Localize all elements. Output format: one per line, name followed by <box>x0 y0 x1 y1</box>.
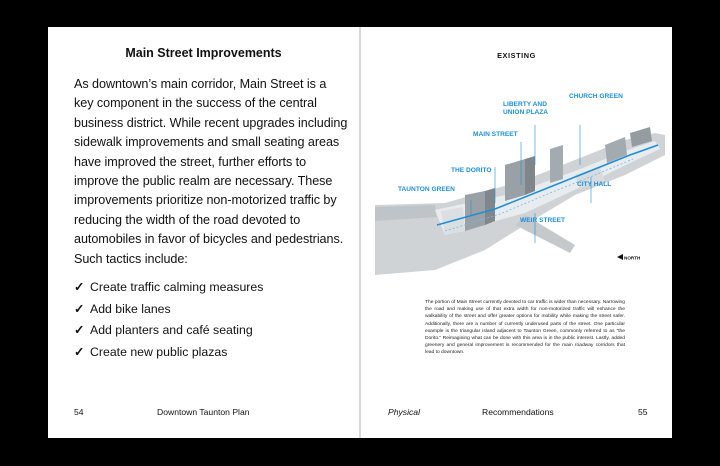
building <box>550 145 563 183</box>
page-number: 54 <box>74 407 84 417</box>
label-the-dorito: THE DORITO <box>451 167 492 174</box>
label-city-hall: CITY HALL <box>577 181 612 188</box>
diagram-title: EXISTING <box>497 51 536 60</box>
page-title: Main Street Improvements <box>125 46 282 60</box>
building <box>465 191 485 231</box>
list-item: ✓ Add bike lanes <box>74 299 344 321</box>
body-paragraph: As downtown’s main corridor, Main Street is a key component in the success of the central business district. While recent upgrades including sidewalk improvements and small seating areas have improved the street, further efforts to improve the public realm are necessary. These improvements prioritize non-motorized traffic by reducing the width of the road devoted to automobiles in favor of bicycles and pedestrians. Such tactics include: <box>74 77 348 266</box>
label-church-green: CHURCH GREEN <box>569 93 623 100</box>
check-icon: ✓ <box>74 323 85 338</box>
label-weir-street: WEIR STREET <box>520 217 566 224</box>
north-arrow-icon <box>617 254 623 260</box>
check-icon: ✓ <box>74 301 85 316</box>
building <box>505 159 525 201</box>
north-label: NORTH <box>624 255 641 261</box>
footer-title: Recommendations <box>482 407 554 417</box>
footer-section: Physical <box>388 407 420 417</box>
check-icon: ✓ <box>74 280 85 294</box>
building <box>525 156 535 195</box>
diagram-caption: The portion of Main Street currently devoted to car traffic is wider than necessary. Narrowing the road and making use of that extra width for non-motorized traffic will enhance the walkability of the street and offer greater options for mobility while making the street safer. Additionally, there are a number of currently underused parts of the street. One particular example is the triangular island adjacent to Taunton Green, commonly referred to as “the Dorito.” Reimagining what can be done with this area is in the public interest. Lastly, added greenery and general improvement is recommended for the main roadway corridors that lead to downtown. <box>425 300 625 356</box>
label-main-street: MAIN STREET <box>473 131 518 138</box>
tactics-list <box>74 277 344 364</box>
left-page <box>48 27 359 438</box>
footer-title: Downtown Taunton Plan <box>157 407 250 417</box>
right-page <box>361 27 672 438</box>
list-item: ✓ Create new public plazas <box>74 342 344 364</box>
label-liberty-union: LIBERTY AND <box>503 101 547 108</box>
list-item: ✓ Create traffic calming measures <box>74 277 344 299</box>
building <box>485 188 495 225</box>
street-diagram <box>375 85 665 275</box>
list-item: ✓ Add planters and café seating <box>74 320 344 342</box>
page-number: 55 <box>638 407 648 417</box>
label-taunton-green: TAUNTON GREEN <box>398 186 455 193</box>
label-liberty-union: UNION PLAZA <box>503 109 549 116</box>
check-icon: ✓ <box>74 345 85 360</box>
